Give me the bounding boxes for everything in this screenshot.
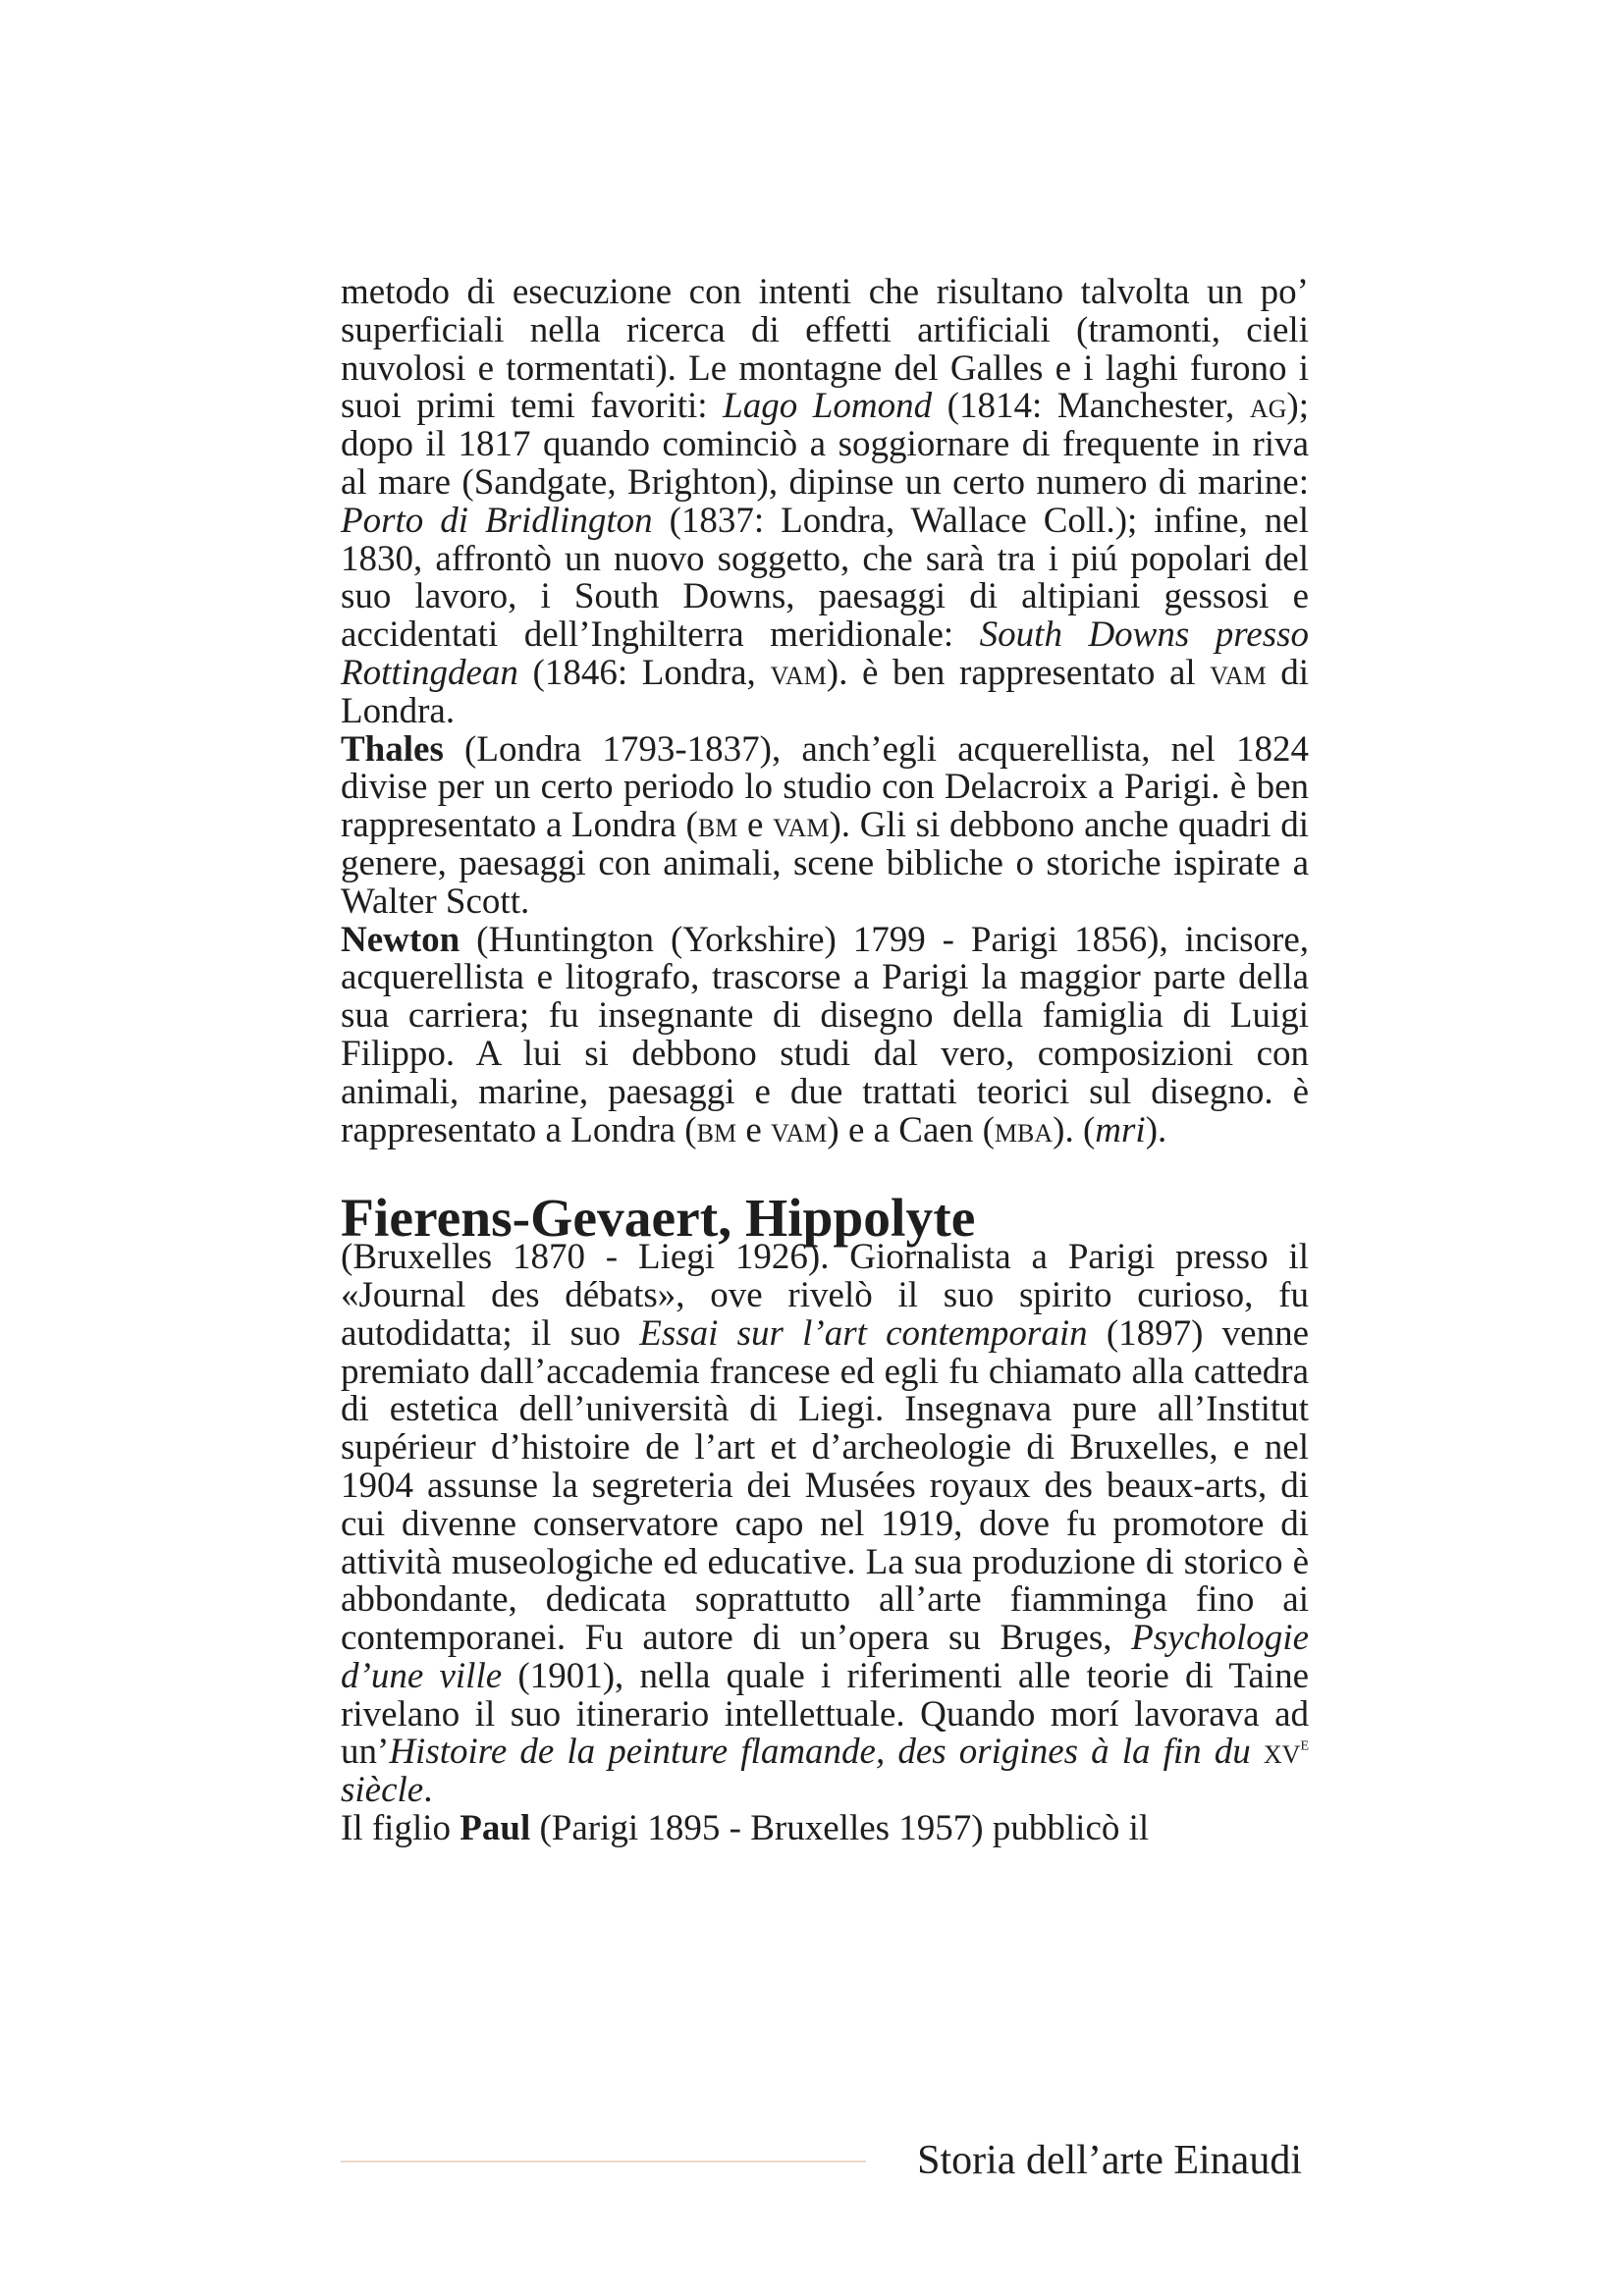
small-caps-text: vam <box>771 1109 828 1150</box>
paragraph-biography <box>341 1239 1309 1810</box>
italic-text: Essai sur l’art contemporain <box>639 1312 1088 1354</box>
small-caps-text: vam <box>770 652 827 693</box>
small-caps-text: mba <box>994 1109 1054 1150</box>
italic-text: Lago Lomond <box>723 386 933 427</box>
small-caps-text: ag <box>1249 386 1287 427</box>
italic-text: mri <box>1095 1109 1146 1150</box>
superscript-text: e <box>1300 1734 1309 1756</box>
text-run: ) e a Caen ( <box>827 1109 995 1150</box>
text-run: Il figlio <box>341 1808 460 1849</box>
page-body <box>341 274 1309 1848</box>
entry-heading: Fierens-Gevaert, Hippolyte <box>341 1189 976 1250</box>
small-caps-text: vam <box>1210 652 1267 693</box>
text-run: (1901), nella quale i riferimenti alle teorie di Taine rivelano il suo itinerario intellettuale. Quando morí lavorava ad un’ <box>341 1655 1309 1773</box>
italic-text: siècle <box>341 1770 424 1811</box>
text-run: (1837: Londra, Wallace Coll.); infine, nel 1830, affrontò un nuovo soggetto, che sarà tra i piú popolari del suo lavoro, i South Downs, paesaggi di altipiani gessosi e accidentati dell’Inghilterra meridionale: <box>341 500 1309 656</box>
text-run: ). Gli si debbono anche quadri di genere, paesaggi con animali, scene bibliche o storiche ispirate a Walter Scott. <box>341 805 1309 922</box>
text-run: (Bruxelles 1870 - Liegi 1926). Giornalista a Parigi presso il «Journal des débats», ove rivelò il suo spirito curioso, fu autodidatta; il suo <box>341 1237 1309 1354</box>
bold-text: Paul <box>460 1808 531 1849</box>
footer-title: Storia dell’arte Einaudi <box>917 2138 1302 2183</box>
small-caps-text: bm <box>697 805 738 846</box>
text-run: (1897) venne premiato dall’accademia francese ed egli fu chiamato alla cattedra di estetica dell’università di Liegi. Insegnava pure all’Institut supérieur d’histoire de l’art et d’archeologie di Bruxelles, e nel 1904 assunse la segreteria dei Musées royaux des beaux-arts, di cui divenne conservatore capo nel 1919, dove fu promotore di attività museologiche ed educative. La sua produzione di storico è abbondante, dedicata soprattutto all’arte fiamminga fino ai contemporanei. Fu autore di un’opera su Bruges, <box>341 1312 1310 1659</box>
text-run: di Londra. <box>341 652 1309 731</box>
italic-text: Histoire de la peinture flamande, des origines à la fin du <box>389 1732 1264 1773</box>
page-footer <box>0 2135 1623 2194</box>
text-run: metodo di esecuzione con intenti che risultano talvolta un po’ superficiali nella ricerca di effetti artificiali (tramonti, cieli nuvolosi e tormentati). Le montagne del Galles e i laghi furono i suoi primi temi favoriti: <box>341 272 1309 427</box>
text-run: (Huntington (Yorkshire) 1799 - Parigi 1856), incisore, acquerellista e litografo, trascorse a Parigi la maggior parte della sua carriera; fu insegnante di disegno della famiglia di Luigi Filippo. A lui si debbono studi dal vero, composizioni con animali, marine, paesaggi e due trattati teorici sul disegno. è rappresentato a Londra ( <box>341 919 1309 1150</box>
small-caps-text: bm <box>696 1109 737 1150</box>
text-run: ); dopo il 1817 quando cominciò a soggiornare di frequente in riva al mare (Sandgate, Brighton), dipinse un certo numero di marine: <box>341 386 1309 503</box>
bold-text: Newton <box>341 919 460 960</box>
text-run: . <box>423 1770 433 1811</box>
paragraph-thales <box>341 728 1309 922</box>
small-caps-text: xv <box>1263 1732 1301 1773</box>
text-run: ). ( <box>1053 1109 1096 1150</box>
text-run: e <box>737 805 774 846</box>
text-run: (1814: Manchester, <box>932 386 1250 427</box>
text-run: (1846: Londra, <box>517 652 771 693</box>
paragraph-continuation <box>341 274 1309 731</box>
text-run: ). <box>1145 1109 1167 1150</box>
paragraph-newton <box>341 919 1309 1150</box>
entry-fierens-gevaert <box>341 1239 1309 1848</box>
text-run: (Parigi 1895 - Bruxelles 1957) pubblicò il <box>530 1808 1150 1849</box>
text-run: e <box>736 1109 772 1150</box>
paragraph-paul <box>341 1810 1309 1848</box>
continued-entry <box>341 274 1309 1149</box>
text-run: (Londra 1793-1837), anch’egli acquerellista, nel 1824 divise per un certo periodo lo studio con Delacroix a Parigi. è ben rappresentato a Londra ( <box>341 728 1309 846</box>
footer-rule <box>341 2161 866 2163</box>
italic-text: Porto di Bridlington <box>341 500 653 541</box>
text-run: ). è ben rappresentato al <box>826 652 1211 693</box>
bold-text: Thales <box>341 728 444 770</box>
italic-text: Psychologie d’une ville <box>341 1618 1309 1696</box>
italic-text: South Downs presso Rottingdean <box>341 614 1309 693</box>
small-caps-text: vam <box>773 805 830 846</box>
